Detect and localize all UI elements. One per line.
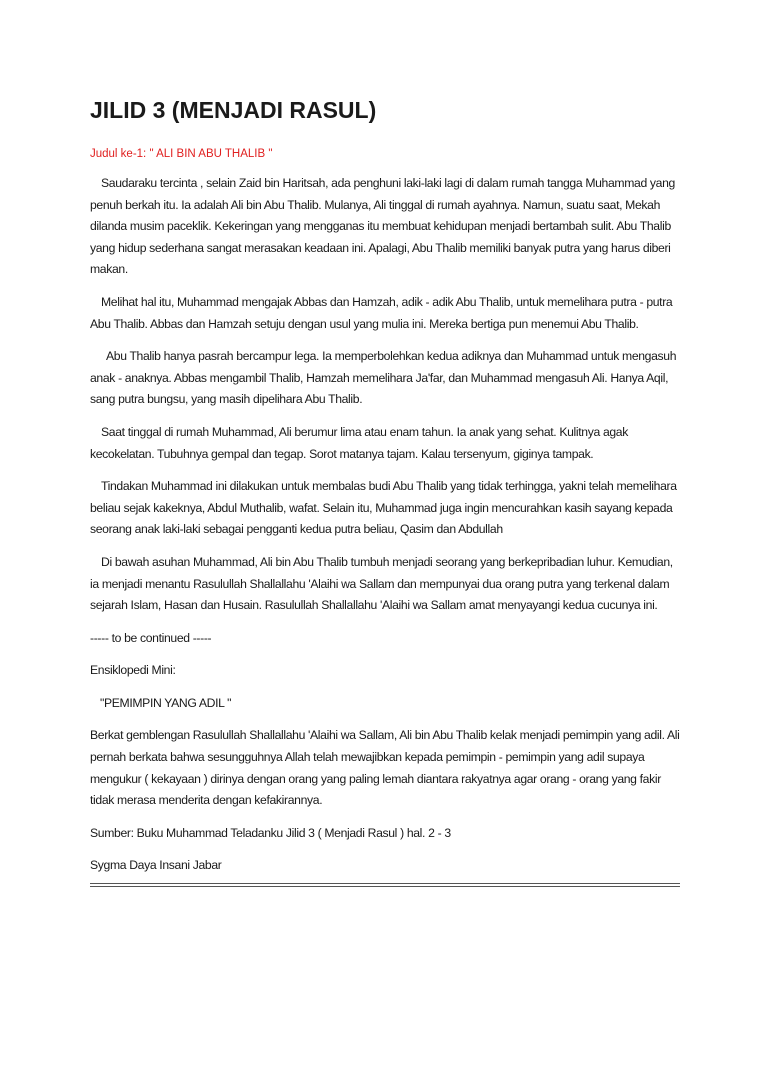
paragraph-2: Melihat hal itu, Muhammad mengajak Abbas dan Hamzah, adik - adik Abu Thalib, untuk memelihara putra - putra Abu Thalib. Abbas dan Hamzah setuju dengan usul yang mulia ini. Mereka bertiga pun menemui Abu Thalib. xyxy=(90,294,673,331)
document-subtitle: Judul ke-1: " ALI BIN ABU THALIB " xyxy=(90,148,273,160)
document-title: JILID 3 (MENJADI RASUL) xyxy=(90,97,377,123)
paragraph-6: Di bawah asuhan Muhammad, Ali bin Abu Thalib tumbuh menjadi seorang yang berkepribadian luhur. Kemudian, ia menjadi menantu Rasulullah Shallallahu 'Alaihi wa Sallam dan mempunyai dua orang putra yang terkenal dalam sejarah Islam, Hasan dan Husain. Rasulullah Shallallahu 'Alaihi wa Sallam amat menyayangi kedua cucunya ini. xyxy=(90,554,673,613)
publisher-line: Sygma Daya Insani Jabar xyxy=(90,858,222,873)
paragraph-4: Saat tinggal di rumah Muhammad, Ali berumur lima atau enam tahun. Ia anak yang sehat. Kulitnya agak kecokelatan. Tubuhnya gempal dan tegap. Sorot matanya tajam. Kalau tersenyum, giginya tampak. xyxy=(90,424,628,461)
source-line: Sumber: Buku Muhammad Teladanku Jilid 3 ( Menjadi Rasul ) hal. 2 - 3 xyxy=(90,825,451,840)
document-body xyxy=(90,173,682,888)
ensiklopedi-title: "PEMIMPIN YANG ADIL " xyxy=(100,695,232,710)
paragraph-1: Saudaraku tercinta , selain Zaid bin Haritsah, ada penghuni laki-laki lagi di dalam rumah tangga Muhammad yang penuh berkah itu. Ia adalah Ali bin Abu Thalib. Mulanya, Ali tinggal di rumah ayahnya. Namun, suatu saat, Mekah dilanda musim paceklik. Kekeringan yang mengganas itu membuat kehidupan menjadi bertambah sulit. Abu Thalib yang hidup sederhana sangat merasakan keadaan ini. Apalagi, Abu Thalib memiliki banyak putra yang harus diberi makan. xyxy=(90,176,675,277)
ensiklopedi-body: Berkat gemblengan Rasulullah Shallallahu 'Alaihi wa Sallam, Ali bin Abu Thalib kelak menjadi pemimpin yang adil. Ali pernah berkata bahwa sesungguhnya Allah telah mewajibkan kepada pemimpin - pemimpin yang adil supaya mengukur ( kekayaan ) dirinya dengan orang yang paling lemah diantara rakyatnya agar orang - orang yang fakir tidak merasa menderita dengan kefakirannya. xyxy=(90,728,680,808)
ensiklopedi-label: Ensiklopedi Mini: xyxy=(90,663,176,678)
paragraph-5: Tindakan Muhammad ini dilakukan untuk membalas budi Abu Thalib yang tidak terhingga, yakni telah memelihara beliau sejak kakeknya, Abdul Muthalib, wafat. Selain itu, Muhammad juga ingin mencurahkan kasih sayang kepada seorang anak laki-laki sebagai pengganti kedua putra beliau, Qasim dan Abdullah xyxy=(90,479,677,537)
bottom-divider xyxy=(90,883,680,887)
paragraph-3: Abu Thalib hanya pasrah bercampur lega. Ia memperbolehkan kedua adiknya dan Muhammad untuk mengasuh anak - anaknya. Abbas mengambil Thalib, Hamzah memelihara Ja'far, dan Muhammad mengasuh Ali. Hanya Aqil, sang putra bungsu, yang masih dipelihara Abu Thalib. xyxy=(90,349,677,407)
continued-note: ----- to be continued ----- xyxy=(90,630,212,645)
